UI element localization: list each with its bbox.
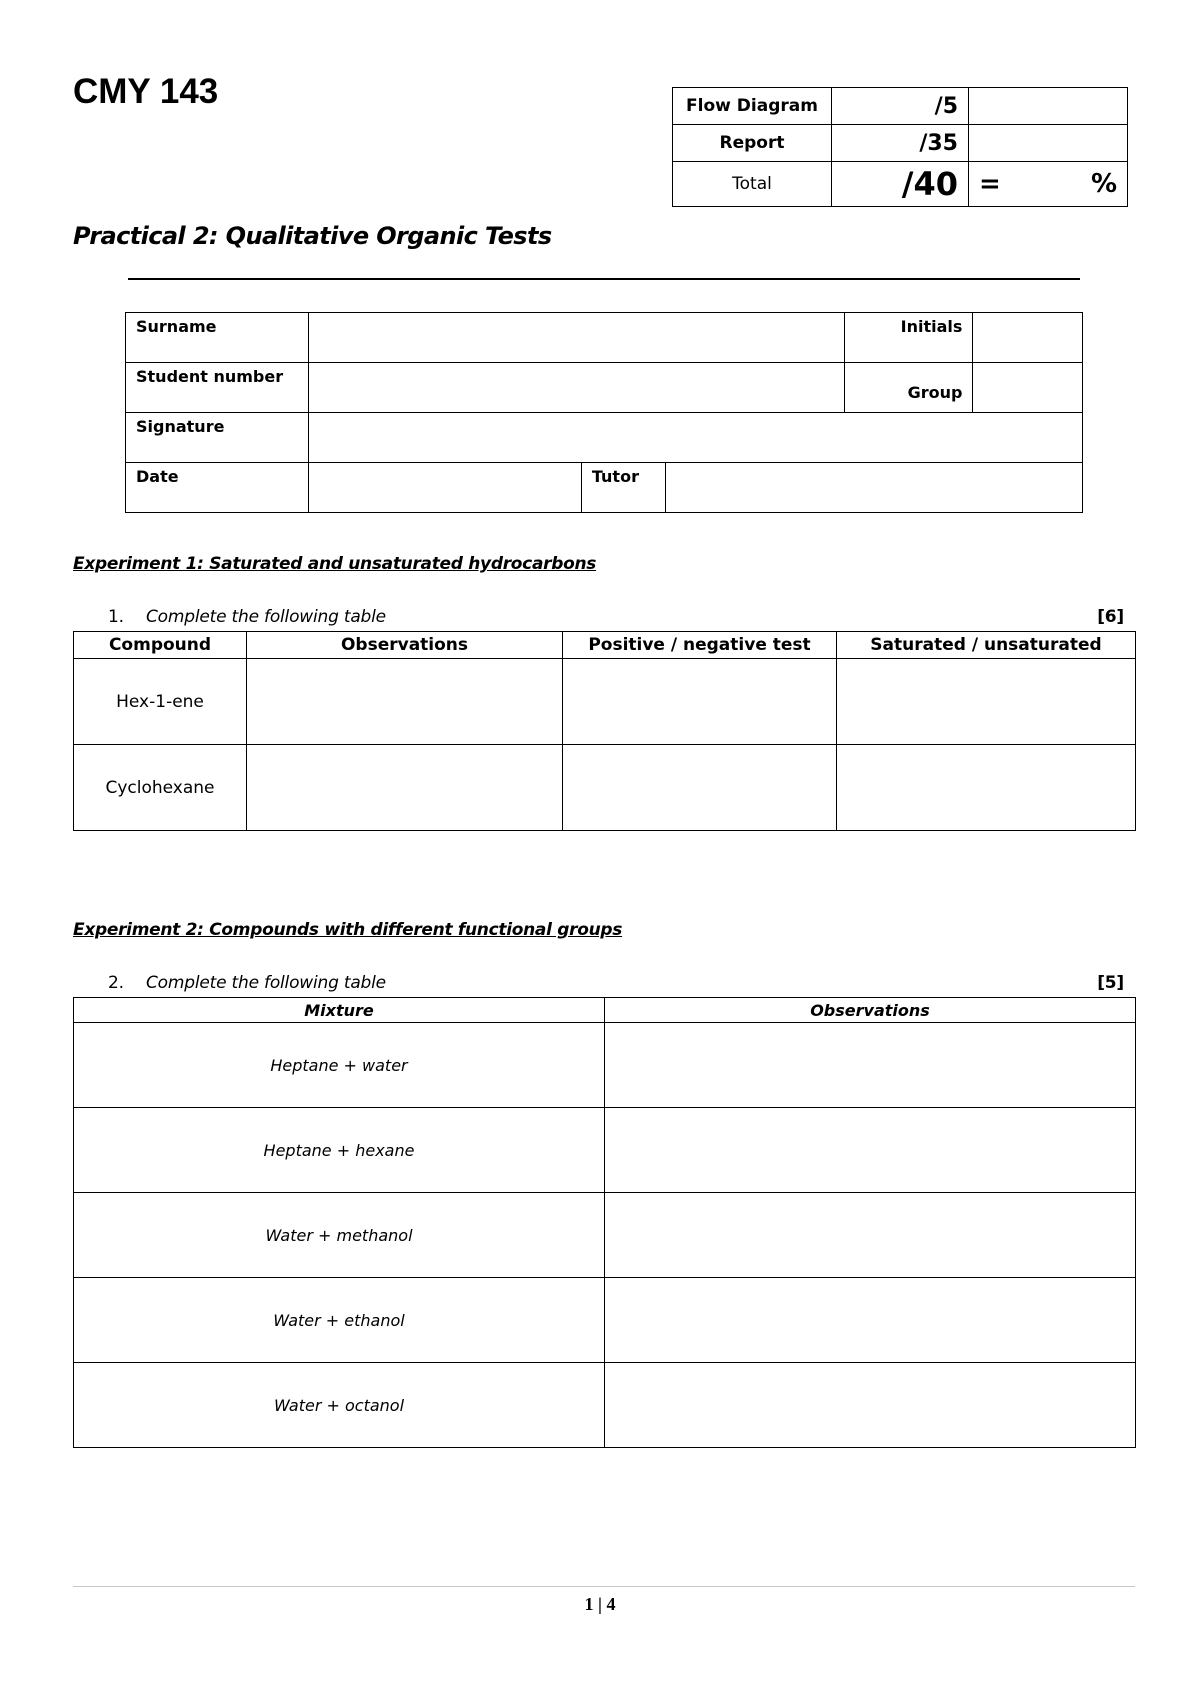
experiment2-table: [73, 997, 1136, 1448]
marks-value: /40: [832, 162, 969, 207]
table-row: [74, 659, 1136, 745]
initials-field[interactable]: [973, 313, 1083, 363]
percentage-field[interactable]: [969, 162, 1128, 207]
saturation-field[interactable]: [837, 659, 1136, 745]
column-header: Observations: [247, 632, 563, 659]
surname-field[interactable]: [309, 313, 844, 363]
table-row: [74, 1023, 1136, 1108]
table-row: [74, 1363, 1136, 1448]
marks-box: [672, 87, 1128, 207]
test-result-field[interactable]: [563, 659, 837, 745]
student-info-table: [125, 312, 1083, 513]
mixture-cell: Water + ethanol: [74, 1278, 605, 1363]
observations-field[interactable]: [605, 1363, 1136, 1448]
column-header: Saturated / unsaturated: [837, 632, 1136, 659]
experiment2-heading: Experiment 2: Compounds with different functional groups: [73, 920, 623, 940]
marks-row-total: [673, 162, 1128, 207]
table-row: [74, 1108, 1136, 1193]
course-code: CMY 143: [73, 72, 219, 111]
tutor-field[interactable]: [665, 463, 1082, 513]
experiment1-table: [73, 631, 1136, 831]
column-header: Observations: [605, 998, 1136, 1023]
marks-label: Flow Diagram: [673, 88, 832, 125]
marks-value: /5: [832, 88, 969, 125]
initials-label: Initials: [844, 313, 973, 363]
question-marks: [6]: [1097, 607, 1124, 627]
marks-score-field[interactable]: [969, 125, 1128, 162]
mixture-cell: Water + octanol: [74, 1363, 605, 1448]
compound-cell: Hex-1-ene: [74, 659, 247, 745]
date-field[interactable]: [309, 463, 581, 513]
question-number: 1.: [108, 607, 124, 627]
tutor-label: Tutor: [581, 463, 665, 513]
column-header: Compound: [74, 632, 247, 659]
column-header: Positive / negative test: [563, 632, 837, 659]
marks-score-field[interactable]: [969, 88, 1128, 125]
mixture-cell: Water + methanol: [74, 1193, 605, 1278]
table-row: [74, 745, 1136, 831]
observations-field[interactable]: [247, 659, 563, 745]
experiment1-heading: Experiment 1: Saturated and unsaturated hydrocarbons: [73, 554, 597, 574]
column-header: Mixture: [74, 998, 605, 1023]
marks-label: Report: [673, 125, 832, 162]
surname-label: Surname: [126, 313, 309, 363]
table-row: [74, 1193, 1136, 1278]
marks-row-flow-diagram: [673, 88, 1128, 125]
student-number-label: Student number: [126, 363, 309, 413]
question-marks: [5]: [1097, 973, 1124, 993]
percent-sign: %: [1090, 169, 1117, 199]
mixture-cell: Heptane + water: [74, 1023, 605, 1108]
observations-field[interactable]: [605, 1193, 1136, 1278]
question2-line: [108, 973, 1124, 993]
observations-field[interactable]: [605, 1023, 1136, 1108]
compound-cell: Cyclohexane: [74, 745, 247, 831]
question-number: 2.: [108, 973, 124, 993]
marks-row-report: [673, 125, 1128, 162]
page-number: 1 | 4: [584, 1594, 616, 1614]
student-number-field[interactable]: [309, 363, 844, 413]
saturation-field[interactable]: [837, 745, 1136, 831]
question-text: Complete the following table: [146, 607, 386, 627]
footer-divider: [73, 1586, 1135, 1587]
signature-field[interactable]: [309, 413, 1083, 463]
test-result-field[interactable]: [563, 745, 837, 831]
marks-label: Total: [673, 162, 832, 207]
table-row: [74, 1278, 1136, 1363]
question1-line: [108, 607, 1124, 627]
group-label: Group: [844, 363, 973, 413]
observations-field[interactable]: [605, 1108, 1136, 1193]
observations-field[interactable]: [247, 745, 563, 831]
practical-title: Practical 2: Qualitative Organic Tests: [73, 222, 552, 250]
observations-field[interactable]: [605, 1278, 1136, 1363]
group-field[interactable]: [973, 363, 1083, 413]
question-text: Complete the following table: [146, 973, 386, 993]
equals-sign: =: [979, 169, 1001, 199]
signature-label: Signature: [126, 413, 309, 463]
mixture-cell: Heptane + hexane: [74, 1108, 605, 1193]
marks-value: /35: [832, 125, 969, 162]
date-label: Date: [126, 463, 309, 513]
title-divider: [128, 278, 1080, 280]
